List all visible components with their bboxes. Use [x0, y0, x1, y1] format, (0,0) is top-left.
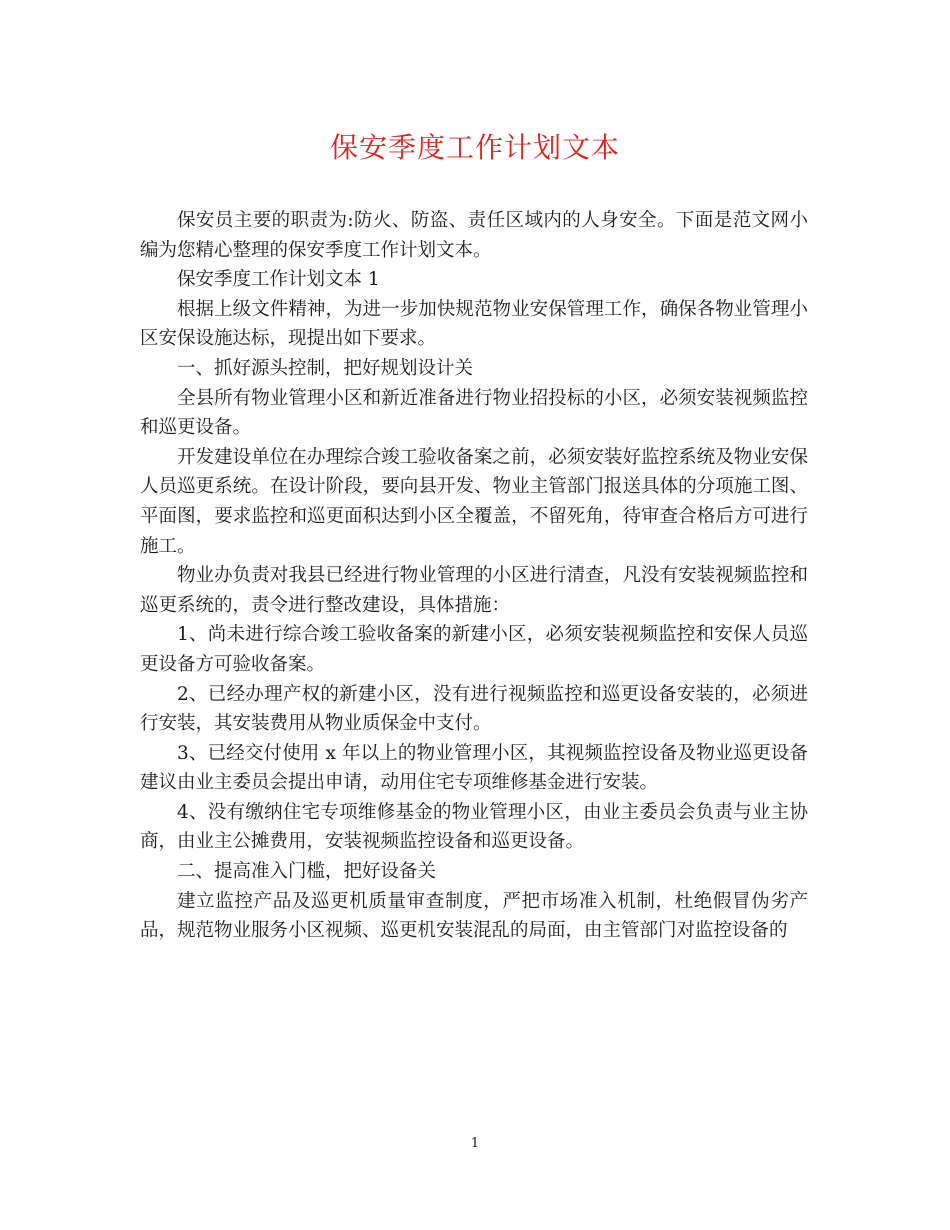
paragraph-heading-1: 一、抓好源头控制，把好规划设计关 [177, 357, 474, 379]
paragraph: 开发建设单位在办理综合竣工验收备案之前，必须安装好监控系统及物业安保人员巡更系统。在设计阶段，要向县开发、物业主管部门报送具体的分项施工图、平面图，要求监控和巡更面积达到小区全覆盖，不留死角，待审查合格后方可进行施工。 [140, 446, 808, 557]
document-title: 保安季度工作计划文本 [329, 131, 620, 164]
document-body [140, 206, 808, 946]
paragraph: 物业办负责对我县已经进行物业管理的小区进行清查，凡没有安装视频监控和巡更系统的，责令进行整改建设，具体措施： [140, 565, 808, 616]
paragraph-intro: 保安员主要的职责为:防火、防盗、责任区域内的人身安全。下面是范文网小编为您精心整理的保安季度工作计划文本。 [140, 210, 808, 261]
page-number: 1 [470, 1136, 480, 1151]
paragraph: 建立监控产品及巡更机质量审查制度，严把市场准入机制，杜绝假冒伪劣产品，规范物业服务小区视频、巡更机安装混乱的局面，由主管部门对监控设备的 [140, 890, 808, 942]
paragraph-heading-2: 二、提高准入门槛，把好设备关 [177, 861, 437, 883]
paragraph-section-heading: 保安季度工作计划文本 1 [177, 269, 380, 291]
paragraph: 全县所有物业管理小区和新近准备进行物业招投标的小区，必须安装视频监控和巡更设备。 [140, 387, 808, 439]
list-item-3: 3、已经交付使用 x 年以上的物业管理小区，其视频监控设备及物业巡更设备建议由业主委员会提出申请，动用住宅专项维修基金进行安装。 [140, 742, 808, 794]
list-item-1: 1、尚未进行综合竣工验收备案的新建小区，必须安装视频监控和安保人员巡更设备方可验收备案。 [140, 624, 808, 675]
list-item-4: 4、没有缴纳住宅专项维修基金的物业管理小区，由业主委员会负责与业主协商，由业主公摊费用，安装视频监控设备和巡更设备。 [140, 801, 808, 853]
list-item-2: 2、已经办理产权的新建小区，没有进行视频监控和巡更设备安装的，必须进行安装，其安装费用从物业质保金中支付。 [140, 683, 808, 735]
paragraph: 根据上级文件精神，为进一步加快规范物业安保管理工作，确保各物业管理小区安保设施达标，现提出如下要求。 [140, 298, 808, 350]
